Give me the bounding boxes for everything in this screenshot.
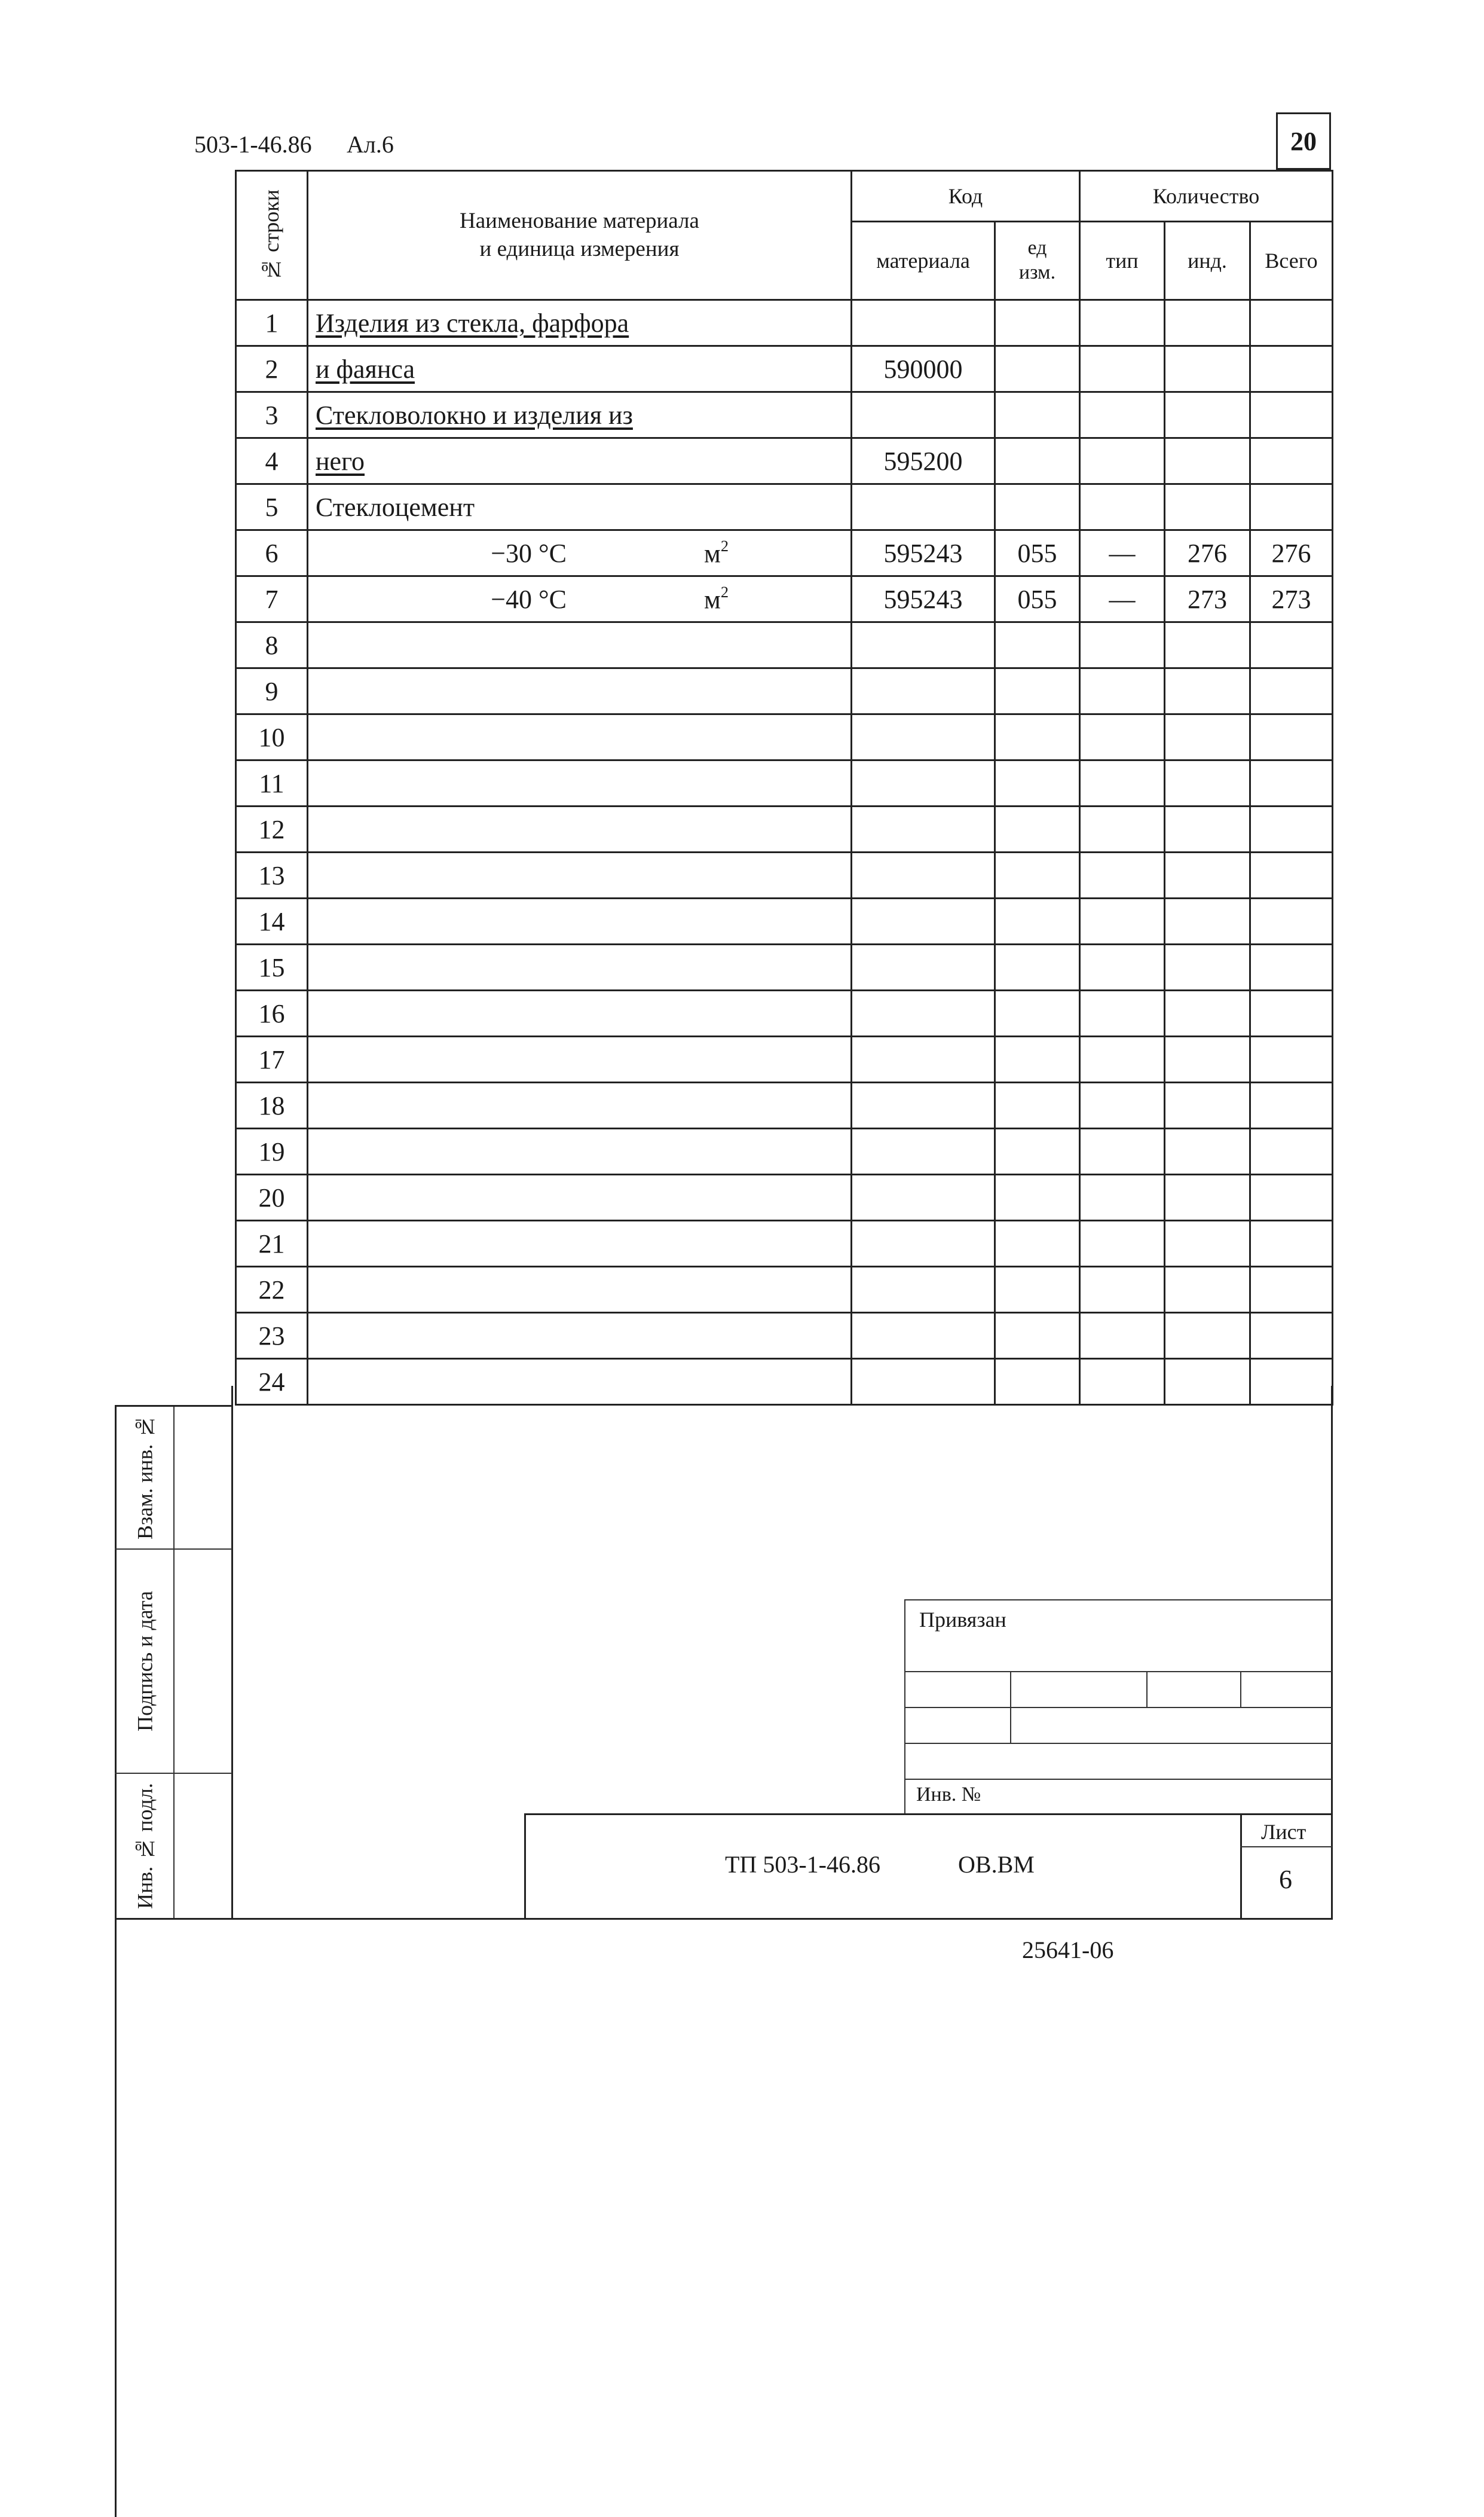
qty-type xyxy=(1080,1313,1165,1359)
material-name xyxy=(308,714,852,760)
material-name xyxy=(308,991,852,1037)
label-sign-date: Подпись и дата xyxy=(133,1591,157,1731)
material-name xyxy=(308,807,852,853)
row-number: 4 xyxy=(236,438,308,484)
row-number: 19 xyxy=(236,1129,308,1175)
table-row xyxy=(236,1313,1333,1359)
material-name xyxy=(308,1129,852,1175)
qty-total xyxy=(1250,1267,1333,1313)
qty-ind xyxy=(1165,899,1250,945)
archive-number: 25641-06 xyxy=(1022,1936,1114,1963)
material-name: Стекловолокно и изделия из xyxy=(308,392,852,438)
qty-total xyxy=(1250,760,1333,807)
grid-v3 xyxy=(1240,1671,1241,1707)
qty-total: 273 xyxy=(1250,576,1333,622)
row-number: 23 xyxy=(236,1313,308,1359)
unit-code xyxy=(995,300,1080,346)
qty-ind xyxy=(1165,1221,1250,1267)
sheet-number: 20 xyxy=(1276,112,1331,170)
qty-total xyxy=(1250,899,1333,945)
privyazan-label: Привязан xyxy=(919,1608,1006,1632)
material-code xyxy=(852,1175,995,1221)
frame-right xyxy=(1331,1386,1333,1919)
material-name xyxy=(308,1313,852,1359)
table-row xyxy=(236,1083,1333,1129)
material-name xyxy=(308,853,852,899)
side-stamp-right-border xyxy=(231,1386,233,1919)
header-qty-group: Количество xyxy=(1080,171,1333,222)
qty-type xyxy=(1080,1359,1165,1405)
material-code xyxy=(852,1221,995,1267)
unit-code xyxy=(995,807,1080,853)
qty-type xyxy=(1080,1129,1165,1175)
material-code xyxy=(852,1267,995,1313)
material-name xyxy=(308,899,852,945)
qty-total xyxy=(1250,668,1333,714)
material-code xyxy=(852,1037,995,1083)
doc-mark: ОВ.ВМ xyxy=(958,1851,1035,1878)
qty-ind xyxy=(1165,1359,1250,1405)
qty-type xyxy=(1080,807,1165,853)
qty-total xyxy=(1250,853,1333,899)
unit-code xyxy=(995,1359,1080,1405)
qty-type xyxy=(1080,853,1165,899)
temperature-label: −40 °C xyxy=(491,584,567,614)
material-code xyxy=(852,807,995,853)
stamp-list-sep xyxy=(1240,1846,1332,1847)
material-code xyxy=(852,1129,995,1175)
qty-ind xyxy=(1165,714,1250,760)
row-number: 8 xyxy=(236,622,308,668)
material-code xyxy=(852,1083,995,1129)
list-number: 6 xyxy=(1279,1865,1292,1894)
unit-code xyxy=(995,484,1080,530)
unit-code xyxy=(995,438,1080,484)
table-row xyxy=(236,668,1333,714)
qty-ind xyxy=(1165,1267,1250,1313)
material-name xyxy=(308,1267,852,1313)
qty-total xyxy=(1250,1221,1333,1267)
qty-total xyxy=(1250,484,1333,530)
row-number: 13 xyxy=(236,853,308,899)
qty-total xyxy=(1250,1359,1333,1405)
material-code: 595243 xyxy=(852,530,995,576)
row-number: 16 xyxy=(236,991,308,1037)
unit-code: 055 xyxy=(995,576,1080,622)
qty-ind xyxy=(1165,1313,1250,1359)
material-name xyxy=(308,1083,852,1129)
album-label: Ал.6 xyxy=(347,131,394,158)
table-row xyxy=(236,807,1333,853)
header-material: материала xyxy=(852,222,995,300)
qty-type: — xyxy=(1080,530,1165,576)
material-name: и фаянса xyxy=(308,346,852,392)
material-code xyxy=(852,714,995,760)
unit-code xyxy=(995,622,1080,668)
table-row xyxy=(236,714,1333,760)
qty-total xyxy=(1250,300,1333,346)
qty-ind xyxy=(1165,1083,1250,1129)
qty-total xyxy=(1250,622,1333,668)
table-row xyxy=(236,346,1333,392)
qty-ind xyxy=(1165,622,1250,668)
table-row xyxy=(236,945,1333,991)
row-number: 21 xyxy=(236,1221,308,1267)
qty-total xyxy=(1250,1083,1333,1129)
materials-table xyxy=(235,170,1333,1406)
qty-total xyxy=(1250,807,1333,853)
unit-code xyxy=(995,1037,1080,1083)
qty-type xyxy=(1080,1083,1165,1129)
doc-code: ТП 503-1-46.86 xyxy=(725,1851,880,1878)
material-name xyxy=(308,1221,852,1267)
qty-total xyxy=(1250,1175,1333,1221)
qty-type xyxy=(1080,760,1165,807)
qty-ind xyxy=(1165,1175,1250,1221)
qty-ind xyxy=(1165,392,1250,438)
unit-label: $м^2$ xyxy=(704,583,729,615)
table-row xyxy=(236,760,1333,807)
unit-code xyxy=(995,1175,1080,1221)
material-name: Стеклоцемент xyxy=(308,484,852,530)
table-row xyxy=(236,438,1333,484)
qty-ind xyxy=(1165,1037,1250,1083)
list-label: Лист xyxy=(1261,1820,1306,1844)
qty-ind: 276 xyxy=(1165,530,1250,576)
inv-no-label: Инв. № xyxy=(916,1783,981,1806)
label-inv-podl: Инв. № подл. xyxy=(133,1783,157,1909)
row-number: 14 xyxy=(236,899,308,945)
qty-type xyxy=(1080,991,1165,1037)
qty-type xyxy=(1080,668,1165,714)
qty-total xyxy=(1250,1313,1333,1359)
table-row xyxy=(236,899,1333,945)
qty-total xyxy=(1250,714,1333,760)
row-number: 17 xyxy=(236,1037,308,1083)
qty-type xyxy=(1080,1175,1165,1221)
table-row xyxy=(236,622,1333,668)
row-number: 9 xyxy=(236,668,308,714)
row-number: 20 xyxy=(236,1175,308,1221)
unit-label: $м^2$ xyxy=(704,537,729,569)
stamp-list-left xyxy=(1240,1813,1242,1919)
material-code xyxy=(852,300,995,346)
table-row xyxy=(236,484,1333,530)
qty-ind xyxy=(1165,438,1250,484)
header-unit: ед изм. xyxy=(995,222,1080,300)
row-number: 11 xyxy=(236,760,308,807)
qty-total xyxy=(1250,392,1333,438)
document-code: 503-1-46.86 xyxy=(194,131,312,158)
unit-code xyxy=(995,899,1080,945)
row-number: 12 xyxy=(236,807,308,853)
qty-ind xyxy=(1165,945,1250,991)
unit-code xyxy=(995,668,1080,714)
unit-code xyxy=(995,1221,1080,1267)
unit-code xyxy=(995,346,1080,392)
qty-ind xyxy=(1165,668,1250,714)
row-number: 7 xyxy=(236,576,308,622)
table-row xyxy=(236,392,1333,438)
row-number: 3 xyxy=(236,392,308,438)
table-row xyxy=(236,1037,1333,1083)
unit-code xyxy=(995,392,1080,438)
qty-total xyxy=(1250,1037,1333,1083)
material-code: 595243 xyxy=(852,576,995,622)
grid-h4 xyxy=(904,1779,1332,1780)
material-code xyxy=(852,899,995,945)
row-number: 10 xyxy=(236,714,308,760)
table-row xyxy=(236,1359,1333,1405)
label-zam-inv: Взам. инв. № xyxy=(133,1415,157,1540)
table-row xyxy=(236,1267,1333,1313)
qty-type xyxy=(1080,622,1165,668)
frame-bottom xyxy=(115,1918,1333,1920)
material-name xyxy=(308,1359,852,1405)
header-name: Наименование материала и единица измерения xyxy=(308,171,852,300)
stamp-left xyxy=(524,1813,526,1919)
material-code xyxy=(852,1313,995,1359)
material-code: 595200 xyxy=(852,438,995,484)
material-name: Изделия из стекла, фарфора xyxy=(308,300,852,346)
qty-type xyxy=(1080,945,1165,991)
qty-type xyxy=(1080,300,1165,346)
material-name xyxy=(308,622,852,668)
qty-type xyxy=(1080,392,1165,438)
material-name xyxy=(308,760,852,807)
header-row-no: № строки xyxy=(236,171,308,300)
privyazan-top xyxy=(904,1599,1332,1600)
qty-type xyxy=(1080,1267,1165,1313)
qty-type xyxy=(1080,899,1165,945)
qty-ind xyxy=(1165,807,1250,853)
stamp-top xyxy=(524,1813,1332,1815)
qty-ind: 273 xyxy=(1165,576,1250,622)
row-number: 15 xyxy=(236,945,308,991)
grid-h1 xyxy=(904,1671,1332,1672)
row-number: 22 xyxy=(236,1267,308,1313)
material-code xyxy=(852,945,995,991)
qty-total xyxy=(1250,991,1333,1037)
material-code xyxy=(852,853,995,899)
material-name xyxy=(308,945,852,991)
grid-h2 xyxy=(904,1707,1332,1708)
qty-type xyxy=(1080,484,1165,530)
qty-ind xyxy=(1165,1129,1250,1175)
qty-ind xyxy=(1165,760,1250,807)
row-number: 18 xyxy=(236,1083,308,1129)
qty-type xyxy=(1080,714,1165,760)
unit-code: 055 xyxy=(995,530,1080,576)
qty-type: — xyxy=(1080,576,1165,622)
header-ind: инд. xyxy=(1165,222,1250,300)
table-row xyxy=(236,1175,1333,1221)
row-number: 24 xyxy=(236,1359,308,1405)
material-name xyxy=(308,576,852,622)
row-number: 2 xyxy=(236,346,308,392)
qty-ind xyxy=(1165,484,1250,530)
qty-total xyxy=(1250,945,1333,991)
qty-type xyxy=(1080,438,1165,484)
qty-type xyxy=(1080,1221,1165,1267)
qty-ind xyxy=(1165,346,1250,392)
material-name: него xyxy=(308,438,852,484)
qty-total xyxy=(1250,346,1333,392)
material-name xyxy=(308,1037,852,1083)
unit-code xyxy=(995,1267,1080,1313)
table-row xyxy=(236,1221,1333,1267)
qty-type xyxy=(1080,346,1165,392)
unit-code xyxy=(995,945,1080,991)
material-code xyxy=(852,484,995,530)
unit-code xyxy=(995,1129,1080,1175)
row-number: 5 xyxy=(236,484,308,530)
table-row xyxy=(236,1129,1333,1175)
header-total: Всего xyxy=(1250,222,1333,300)
table-row xyxy=(236,991,1333,1037)
temperature-label: −30 °C xyxy=(491,538,567,568)
unit-code xyxy=(995,1313,1080,1359)
table-row xyxy=(236,300,1333,346)
unit-code xyxy=(995,853,1080,899)
material-name xyxy=(308,1175,852,1221)
material-code xyxy=(852,668,995,714)
qty-total xyxy=(1250,1129,1333,1175)
table-row xyxy=(236,853,1333,899)
header-type: тип xyxy=(1080,222,1165,300)
unit-code xyxy=(995,714,1080,760)
qty-ind xyxy=(1165,853,1250,899)
grid-v2 xyxy=(1146,1671,1148,1707)
unit-code xyxy=(995,1083,1080,1129)
unit-code xyxy=(995,991,1080,1037)
header-code-group: Код xyxy=(852,171,1080,222)
material-code: 590000 xyxy=(852,346,995,392)
grid-h3 xyxy=(904,1743,1332,1744)
qty-total: 276 xyxy=(1250,530,1333,576)
material-code xyxy=(852,760,995,807)
qty-ind xyxy=(1165,991,1250,1037)
row-number: 1 xyxy=(236,300,308,346)
table-row xyxy=(236,576,1333,622)
row-number: 6 xyxy=(236,530,308,576)
side-stamp-divider xyxy=(173,1405,175,1919)
grid-v1 xyxy=(1010,1671,1011,1743)
table-row xyxy=(236,530,1333,576)
qty-ind xyxy=(1165,300,1250,346)
material-name xyxy=(308,668,852,714)
qty-type xyxy=(1080,1037,1165,1083)
material-code xyxy=(852,991,995,1037)
qty-total xyxy=(1250,438,1333,484)
material-code xyxy=(852,392,995,438)
material-name xyxy=(308,530,852,576)
material-code xyxy=(852,1359,995,1405)
material-code xyxy=(852,622,995,668)
unit-code xyxy=(995,760,1080,807)
